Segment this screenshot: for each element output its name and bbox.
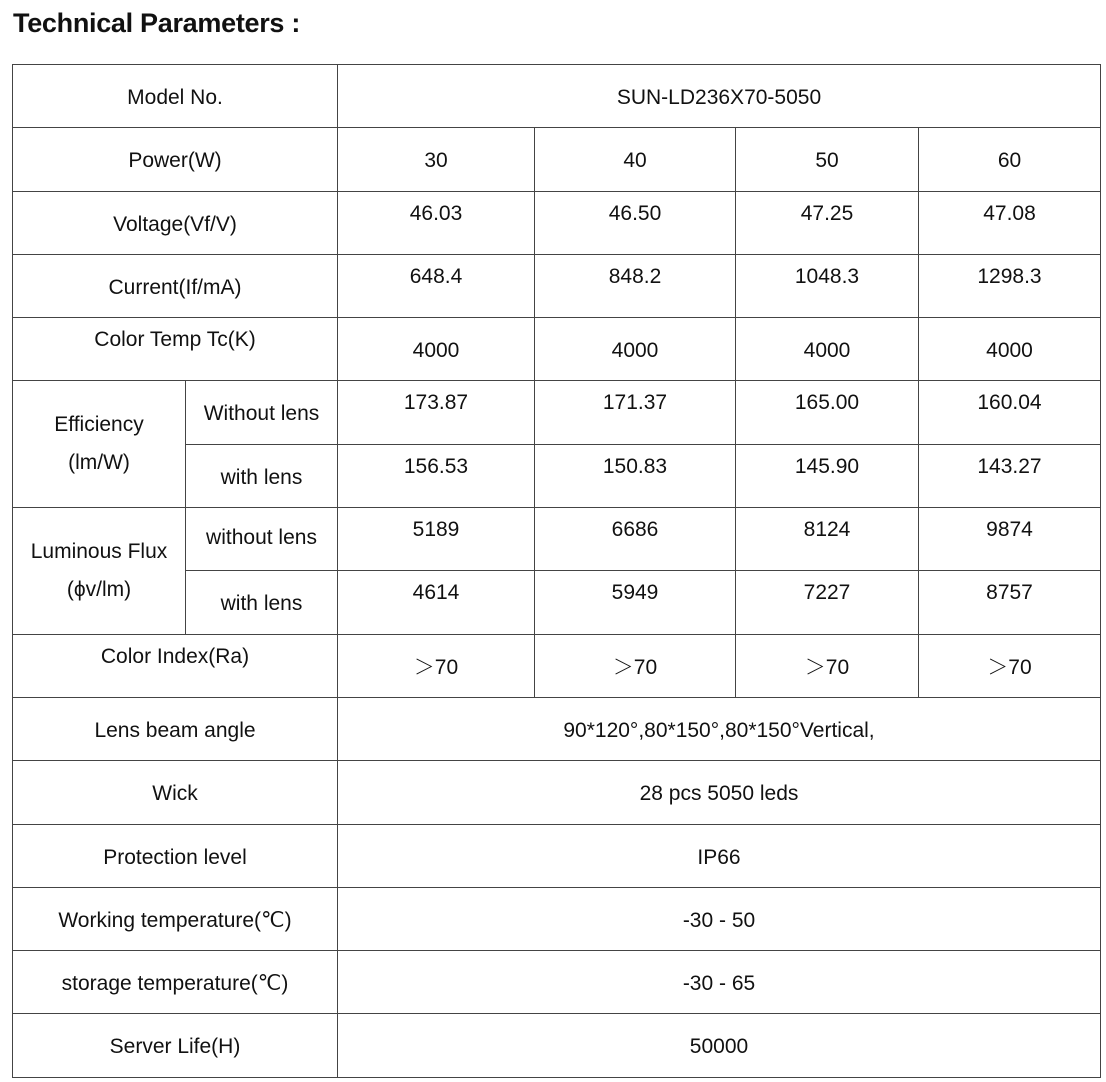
color-temp-value: 4000: [338, 318, 535, 381]
wick-value: 28 pcs 5050 leds: [338, 761, 1101, 824]
color-index-value: ＞70: [736, 635, 919, 698]
wick-label: Wick: [13, 761, 338, 824]
color-temp-label: Color Temp Tc(K): [13, 318, 338, 381]
flux-value: 5949: [535, 571, 736, 634]
color-index-value: ＞70: [338, 635, 535, 698]
efficiency-value: 143.27: [919, 445, 1101, 508]
voltage-value: 47.25: [736, 192, 919, 255]
power-value: 50: [736, 128, 919, 191]
color-index-value: ＞70: [919, 635, 1101, 698]
power-value: 30: [338, 128, 535, 191]
protection-label: Protection level: [13, 825, 338, 888]
voltage-value: 47.08: [919, 192, 1101, 255]
flux-label-line2: (ϕv/lm): [66, 577, 132, 601]
flux-value: 5189: [338, 508, 535, 571]
voltage-label: Voltage(Vf/V): [13, 192, 338, 255]
server-life-label: Server Life(H): [13, 1014, 338, 1077]
efficiency-value: 145.90: [736, 445, 919, 508]
voltage-value: 46.03: [338, 192, 535, 255]
efficiency-value: 150.83: [535, 445, 736, 508]
color-temp-value: 4000: [736, 318, 919, 381]
voltage-value: 46.50: [535, 192, 736, 255]
color-index-label: Color Index(Ra): [13, 635, 338, 698]
flux-label: [13, 508, 186, 635]
storage-temp-value: -30 - 65: [338, 951, 1101, 1014]
flux-value: 9874: [919, 508, 1101, 571]
power-value: 40: [535, 128, 736, 191]
working-temp-value: -30 - 50: [338, 888, 1101, 951]
protection-value: IP66: [338, 825, 1101, 888]
flux-value: 7227: [736, 571, 919, 634]
parameters-table: [12, 64, 1101, 1078]
efficiency-value: 156.53: [338, 445, 535, 508]
current-value: 1298.3: [919, 255, 1101, 318]
working-temp-label: Working temperature(℃): [13, 888, 338, 951]
flux-value: 8124: [736, 508, 919, 571]
flux-without-lens-label: without lens: [186, 508, 338, 571]
current-value: 648.4: [338, 255, 535, 318]
power-label: Power(W): [13, 128, 338, 191]
efficiency-without-lens-label: Without lens: [186, 381, 338, 444]
efficiency-value: 173.87: [338, 381, 535, 444]
current-value: 848.2: [535, 255, 736, 318]
page-title: Technical Parameters :: [13, 8, 301, 38]
power-value: 60: [919, 128, 1101, 191]
server-life-value: 50000: [338, 1014, 1101, 1077]
efficiency-value: 171.37: [535, 381, 736, 444]
current-label: Current(If/mA): [13, 255, 338, 318]
efficiency-value: 165.00: [736, 381, 919, 444]
efficiency-with-lens-label: with lens: [186, 445, 338, 508]
color-index-value: ＞70: [535, 635, 736, 698]
efficiency-label-line1: Efficiency: [54, 413, 144, 437]
beam-angle-value: 90*120°,80*150°,80*150°Vertical,: [338, 698, 1101, 761]
color-temp-value: 4000: [919, 318, 1101, 381]
efficiency-label-line2: (lm/W): [68, 451, 130, 475]
beam-angle-label: Lens beam angle: [13, 698, 338, 761]
model-label: Model No.: [13, 65, 338, 128]
flux-value: 6686: [535, 508, 736, 571]
efficiency-label: [13, 381, 186, 508]
flux-value: 4614: [338, 571, 535, 634]
flux-with-lens-label: with lens: [186, 571, 338, 634]
flux-value: 8757: [919, 571, 1101, 634]
storage-temp-label: storage temperature(℃): [13, 951, 338, 1014]
efficiency-value: 160.04: [919, 381, 1101, 444]
model-value: SUN-LD236X70-5050: [338, 65, 1101, 128]
color-temp-value: 4000: [535, 318, 736, 381]
flux-label-line1: Luminous Flux: [30, 539, 168, 563]
current-value: 1048.3: [736, 255, 919, 318]
